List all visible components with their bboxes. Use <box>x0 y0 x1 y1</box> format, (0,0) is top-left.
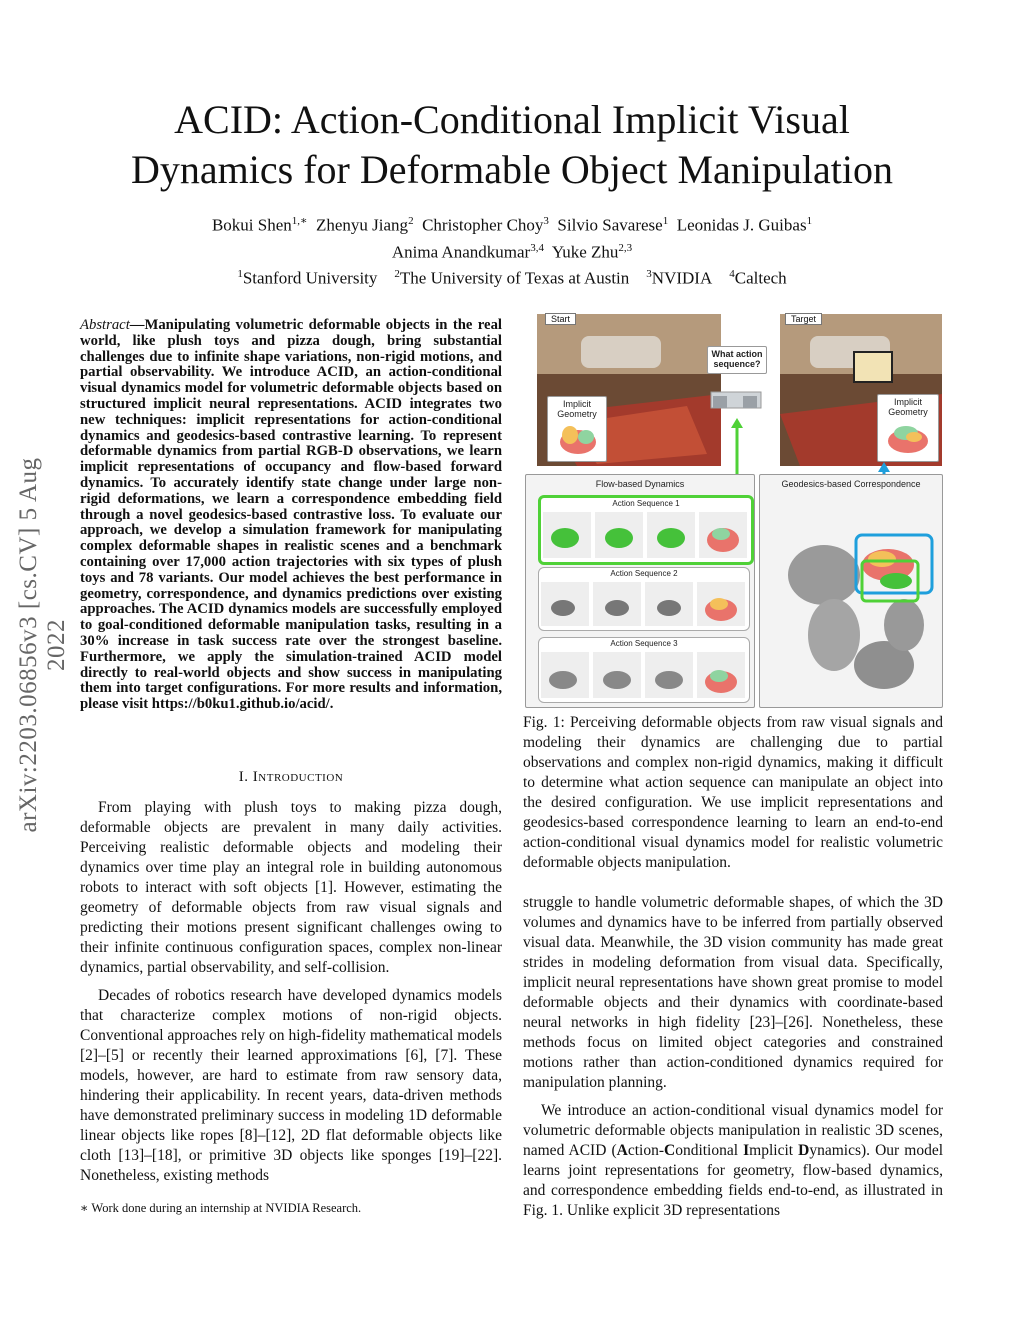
affil-mark: 1 <box>237 268 243 281</box>
author: Anima Anandkumar <box>391 242 531 262</box>
action-sequence-3 <box>538 637 750 703</box>
paper-title <box>0 95 1024 195</box>
title-line-1: ACID: Action-Conditional Implicit Visual <box>174 97 850 142</box>
action-sequence-2-label: Action Sequence 2 <box>610 569 678 578</box>
author: Yuke Zhu <box>551 242 619 262</box>
start-label: Start <box>545 313 576 325</box>
action-sequence-3-frames <box>541 652 745 698</box>
action-sequence-3-label: Action Sequence 3 <box>610 639 678 648</box>
author: Leonidas J. Guibas <box>676 215 807 235</box>
section-heading <box>80 769 502 786</box>
p4-word: ynamics <box>809 1142 861 1159</box>
gripper-icon <box>707 386 765 414</box>
affiliations <box>0 263 1024 290</box>
affil-mark: 2 <box>394 268 400 281</box>
author: Christopher Choy <box>422 215 544 235</box>
author-affil: 1,∗ <box>291 215 308 227</box>
author-affil: 1 <box>662 215 669 227</box>
abstract-dash: — <box>129 317 145 333</box>
action-sequence-1 <box>538 495 754 565</box>
caption-text: Perceiving deformable objects from raw visual signals and modeling their dynamics are challenging due to partial observations and complex non-rigid dynamics, making it difficult to determine what action sequence can manipulate an object into the desired configuration. We use implicit representations and geodesics-based correspondence learning to learn an end-to-end action-conditional visual dynamics model for realistic volumetric deformable objects manipulation. <box>523 714 944 871</box>
affil-name: The University of Texas at Austin <box>399 268 630 288</box>
title-line-2: Dynamics for Deformable Object Manipulation <box>131 147 893 192</box>
geodesics-correspondence-panel <box>759 474 943 708</box>
implicit-geometry-right-panel <box>877 394 939 462</box>
author-line-1 <box>0 210 1024 237</box>
author-affil: 1 <box>806 215 813 227</box>
footnote <box>80 1200 502 1216</box>
author-affil: 3,4 <box>530 241 544 254</box>
acronym-letter: I <box>743 1142 750 1159</box>
p4-word: onditional <box>675 1142 744 1159</box>
author-affil: 2,3 <box>618 241 633 254</box>
p4-text-b: ). Our model learns joint representations for geometry, flow-based dynamics, and correspondence embedding fields end-to-end, as illustrated in Fig. 1. Unlike explicit 3D representations <box>523 1142 943 1219</box>
author-affil: 2 <box>408 215 414 227</box>
affil-mark: 3 <box>646 268 652 281</box>
intro-paragraph-3: struggle to handle volumetric deformable shapes, of which the 3D volumes and dynamics have to be inferred from partially observed visual data. Meanwhile, the 3D vision community has made great strides in modeling deformation from visual data. Specifically, implicit neural representations have shown great promise to model deformable objects and their dynamics with coordinate-based neural networks in high fidelity [23]–[26]. Nonetheless, these methods focus on limited object categories and constrained motions rather than action-conditioned dynamics required for manipulation planning. <box>523 894 943 1091</box>
p4-word: ction- <box>627 1142 664 1159</box>
affil-name: NVIDIA <box>651 268 713 288</box>
section-title: Introduction <box>252 769 344 785</box>
action-sequence-2-frames <box>541 582 745 626</box>
action-sequence-1-frames <box>543 512 747 558</box>
figure-caption <box>523 713 943 873</box>
arxiv-identifier: arXiv:2203.06856v3 [cs.CV] 5 Aug 2022 <box>15 457 70 833</box>
abstract-label: Abstract <box>80 317 130 333</box>
section-number: I. <box>238 769 249 785</box>
author: Zhenyu Jiang <box>315 215 409 235</box>
author: Bokui Shen <box>211 215 292 235</box>
flow-dynamics-title: Flow-based Dynamics <box>595 479 685 489</box>
footnote-mark: ∗ <box>80 1201 89 1215</box>
caption-label: Fig. 1: <box>523 714 565 731</box>
intro-right-column <box>523 893 943 1229</box>
green-arrow <box>728 418 748 478</box>
author-line-2 <box>0 237 1024 264</box>
author-block <box>0 210 1024 290</box>
flow-dynamics-panel <box>525 474 755 708</box>
affil-name: Stanford University <box>242 268 378 288</box>
p4-text-a: We introduce an action-conditional visual dynamics model for volumetric deformable objects manipulation in realistic 3D scenes, named ACID ( <box>523 1102 943 1159</box>
intro-paragraph-4 <box>523 1101 943 1221</box>
implicit-geometry-right-label: Implicit Geometry <box>888 397 928 417</box>
question-text: What action sequence? <box>711 349 763 369</box>
implicit-geometry-left-label: Implicit Geometry <box>557 399 597 419</box>
implicit-geometry-left-panel <box>547 396 607 462</box>
figure-1 <box>523 312 943 710</box>
author-affil: 3 <box>543 215 549 227</box>
action-sequence-1-label: Action Sequence 1 <box>612 499 680 508</box>
target-label: Target <box>785 313 822 325</box>
geodesics-visualization <box>764 495 938 703</box>
geodesics-correspondence-title: Geodesics-based Correspondence <box>781 479 921 489</box>
p4-word: mplicit <box>749 1142 799 1159</box>
footnote-text: Work done during an internship at NVIDIA Research. <box>91 1201 362 1215</box>
abstract-text: Manipulating volumetric deformable objects in the real world, like plush toys and pizza dough, bring substantial challenges due to infinite shape variations, non-rigid motions, and partial observability. We introduce ACID, an action-conditional visual dynamics model for volumetric deformable objects based on structured implicit neural representations. ACID integrates two new techniques: implicit representations for action-conditional dynamics and geodesics-based contrastive learning. To represent deformable dynamics from partial RGB-D observations, we learn implicit representations of occupancy and flow-based forward dynamics. To accurately identify state change under large non-rigid deformations, we learn a correspondence embedding field through a novel geodesics-based contrastive loss. To evaluate our approach, we develop a simulation framework for manipulating complex deformable shapes in realistic scenes and a benchmark containing over 17,000 action trajectories with six types of plush toys and 78 variants. Our model achieves the best performance in geometry, correspondence, and dynamics predictions over existing approaches. The ACID dynamics models are successfully employed to goal-conditioned deformable manipulation tasks, resulting in a 30% increase in task success rate over the strongest baseline. Furthermore, we apply the simulation-trained ACID model directly to real-world objects and show success in manipulating them into target configurations. For more results and information, please visit https://b0ku1.github.io/acid/. <box>80 317 502 713</box>
action-sequence-2 <box>538 567 750 631</box>
intro-paragraph-1: From playing with plush toys to making pizza dough, deformable objects are prevalent in many daily activities. Perceiving realistic deformable objects and modeling their dynamics over time play an integral role in building autonomous robots to interact with soft objects [1]. However, estimating the geometry of deformable objects from raw visual signals and predicting their motions present significant challenges owing to their infinite continuous configuration spaces, complex non-linear dynamics, partial observability, and self-collision. <box>80 799 502 976</box>
abstract <box>80 318 502 713</box>
acronym-letter: C <box>663 1142 676 1159</box>
author: Silvio Savarese <box>557 215 663 235</box>
acronym-letter: A <box>616 1142 628 1159</box>
intro-paragraph-2: Decades of robotics research have developed dynamics models that characterize complex motions of non-rigid objects. Conventional approaches rely on high-fidelity mathematical models [2]–[5] or recently their learned approximations [6], [7]. These models, however, are hard to estimate from raw sensory data, hindering their applicability. In recent years, data-driven methods have demonstrated preliminary success in modeling 1D deformable linear objects like ropes [8]–[12], 2D flat deformable objects like cloth [13]–[18], or primitive 3D objects like sponges [19]–[22]. Nonetheless, existing methods <box>80 987 502 1184</box>
affil-mark: 4 <box>729 268 735 281</box>
affil-name: Caltech <box>734 268 787 288</box>
question-box <box>707 346 767 374</box>
acronym-letter: D <box>798 1142 810 1159</box>
intro-left-column <box>80 798 502 1194</box>
